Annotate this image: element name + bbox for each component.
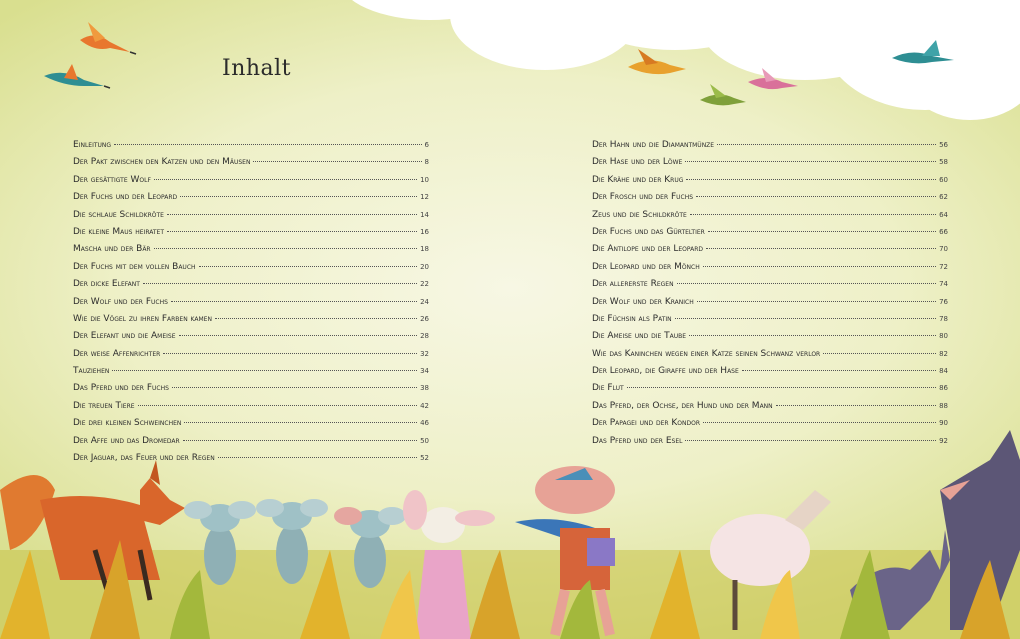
toc-entry-page: 82 [939,349,948,358]
toc-entry-title: Die Krähe und der Krug [592,174,684,185]
toc-entry[interactable] [592,366,948,383]
toc-leader-dots [167,214,417,215]
toc-entry-page: 18 [420,245,429,254]
toc-entry-title: Der Fuchs und der Leopard [73,192,178,203]
toc-leader-dots [154,179,417,180]
toc-entry-page: 56 [939,141,948,149]
toc-entry[interactable] [73,175,429,192]
toc-entry[interactable] [592,227,948,244]
toc-entry-title: Der Fuchs mit dem vollen Bauch [73,261,196,272]
toc-entry-title: Die Ameise und die Taube [592,331,687,342]
toc-entry-title: Das Pferd und der Esel [592,435,683,446]
toc-entry-page: 34 [420,367,429,376]
toc-entry-page: 32 [420,349,429,358]
toc-entry[interactable] [73,244,429,261]
toc-entry-title: Einleitung [73,140,112,150]
toc-entry-title: Das Pferd und der Fuchs [73,383,169,394]
toc-entry[interactable] [73,140,429,157]
toc-leader-dots [172,387,417,388]
toc-leader-dots [677,283,937,284]
toc-leader-dots [143,283,417,284]
toc-entry-page: 52 [420,454,429,463]
toc-entry[interactable] [592,314,948,331]
toc-entry-page: 12 [420,193,429,202]
toc-leader-dots [717,144,936,145]
toc-leader-dots [171,301,417,302]
toc-entry[interactable] [73,331,429,348]
toc-entry-title: Der Hase und der Löwe [592,157,683,168]
toc-entry-page: 24 [420,297,429,306]
yellow-bird-icon [628,49,686,74]
toc-entry-page: 80 [939,332,948,341]
toc-entry-title: Die Flut [592,383,624,394]
toc-entry-page: 6 [424,141,429,149]
toc-entry-page: 58 [939,158,948,167]
toc-entry[interactable] [592,349,948,366]
toc-leader-dots [696,196,936,197]
toc-entry-title: Tauziehen [73,366,110,377]
toc-entry-title: Die Füchsin als Patin [592,313,672,324]
toc-entry[interactable] [73,297,429,314]
toc-entry-title: Der Wolf und der Kranich [592,296,694,307]
toc-entry[interactable] [592,401,948,418]
toc-entry[interactable] [73,157,429,174]
toc-entry-title: Die schlaue Schildkröte [73,209,164,220]
toc-entry[interactable] [73,383,429,400]
toc-entry-page: 14 [420,210,429,219]
toc-entry-page: 10 [420,175,429,184]
toc-leader-dots [215,318,417,319]
toc-entry[interactable] [592,262,948,279]
toc-entry-title: Der Leopard und der Mönch [592,261,700,272]
teal-bird-icon [44,64,110,88]
toc-leader-dots [184,422,417,423]
toc-entry-page: 20 [420,262,429,271]
toc-leader-dots [167,231,417,232]
toc-leader-dots [689,335,936,336]
toc-leader-dots [742,370,936,371]
toc-entry-page: 92 [939,436,948,445]
toc-leader-dots [776,405,936,406]
toc-leader-dots [154,248,417,249]
toc-entry-title: Der Wolf und der Fuchs [73,296,168,307]
toc-leader-dots [627,387,936,388]
toc-entry[interactable] [73,279,429,296]
toc-leader-dots [138,405,418,406]
toc-entry[interactable] [592,140,948,157]
toc-entry-page: 88 [939,401,948,410]
toc-entry-title: Der Pakt zwischen den Katzen und den Mäusen [73,157,251,168]
toc-entry[interactable] [592,383,948,400]
animals-illustration [0,430,1020,639]
toc-entry-page: 16 [420,227,429,236]
toc-entry-page: 64 [939,210,948,219]
toc-leader-dots [697,301,936,302]
toc-entry-title: Der Hahn und die Diamantmünze [592,140,715,150]
toc-right-column [592,140,948,453]
toc-entry-page: 50 [420,436,429,445]
toc-entry-page: 72 [939,262,948,271]
toc-entry-title: Die Antilope und der Leopard [592,244,704,255]
toc-entry-title: Der Papagei und der Kondor [592,418,701,429]
toc-entry-page: 78 [939,314,948,323]
toc-leader-dots [114,144,421,145]
toc-leader-dots [823,353,936,354]
toc-entry[interactable] [592,157,948,174]
toc-leader-dots [675,318,936,319]
toc-leader-dots [690,214,936,215]
toc-entry[interactable] [73,314,429,331]
toc-entry[interactable] [592,210,948,227]
toc-entry-title: Der Frosch und der Fuchs [592,192,694,203]
toc-entry-page: 84 [939,367,948,376]
toc-entry-title: Mascha und der Bär [73,244,151,255]
page-title: Inhalt [222,56,292,81]
toc-entry-page: 60 [939,175,948,184]
toc-entry-page: 22 [420,280,429,289]
toc-entry-title: Der gesättigte Wolf [73,174,151,185]
toc-entry-page: 46 [420,419,429,428]
toc-entry-page: 74 [939,280,948,289]
toc-entry[interactable] [592,297,948,314]
toc-leader-dots [703,266,936,267]
toc-entry-title: Der Fuchs und das Gürteltier [592,226,705,237]
toc-entry-page: 90 [939,419,948,428]
toc-entry[interactable] [73,401,429,418]
toc-entry[interactable] [592,244,948,261]
toc-entry[interactable] [592,279,948,296]
toc-left-column [73,140,429,470]
toc-entry-title: Der Leopard, die Giraffe und der Hase [592,366,739,377]
toc-entry-page: 28 [420,332,429,341]
toc-leader-dots [199,266,418,267]
toc-entry-title: Das Pferd, der Ochse, der Hund und der Mann [592,400,773,411]
toc-entry-title: Zeus und die Schildkröte [592,209,687,220]
toc-leader-dots [180,196,417,197]
toc-leader-dots [163,353,417,354]
toc-entry-page: 86 [939,384,948,393]
toc-entry-title: Die kleine Maus heiratet [73,226,165,237]
toc-entry-page: 62 [939,193,948,202]
toc-entry[interactable] [73,349,429,366]
toc-entry-title: Der dicke Elefant [73,279,140,290]
toc-entry[interactable] [73,192,429,209]
toc-entry[interactable] [73,366,429,383]
green-bird-icon [700,84,746,105]
toc-entry-page: 70 [939,245,948,254]
toc-leader-dots [112,370,417,371]
teal-bird-icon [892,40,954,63]
toc-entry-title: Der Jaguar, das Feuer und der Regen [73,453,215,464]
toc-entry-title: Der allererste Regen [592,279,674,290]
toc-leader-dots [253,161,421,162]
toc-entry[interactable] [73,210,429,227]
toc-entry-title: Wie die Vögel zu ihren Farben kamen [73,313,212,324]
toc-leader-dots [706,248,936,249]
toc-entry-page: 8 [424,158,429,167]
toc-entry[interactable] [73,227,429,244]
toc-entry-page: 42 [420,401,429,410]
toc-entry-page: 66 [939,227,948,236]
toc-leader-dots [685,161,936,162]
toc-leader-dots [708,231,936,232]
toc-entry-title: Die treuen Tiere [73,400,135,411]
toc-entry-title: Der Affe und das Dromedar [73,435,180,446]
toc-entry[interactable] [592,331,948,348]
toc-leader-dots [686,179,936,180]
pink-bird-icon [748,68,798,89]
toc-entry[interactable] [592,192,948,209]
toc-entry[interactable] [73,262,429,279]
toc-entry-page: 38 [420,384,429,393]
toc-entry-title: Wie das Kaninchen wegen einer Katze seinen Schwanz verlor [592,348,821,359]
toc-leader-dots [179,335,418,336]
toc-entry-title: Der weise Affenrichter [73,348,161,359]
toc-entry-page: 26 [420,314,429,323]
toc-entry-page: 76 [939,297,948,306]
toc-entry-title: Die drei kleinen Schweinchen [73,418,182,429]
birds-illustration [0,0,1020,130]
toc-leader-dots [703,422,936,423]
toc-entry[interactable] [592,175,948,192]
toc-entry-title: Der Elefant und die Ameise [73,331,176,342]
orange-bird-icon [80,22,136,54]
